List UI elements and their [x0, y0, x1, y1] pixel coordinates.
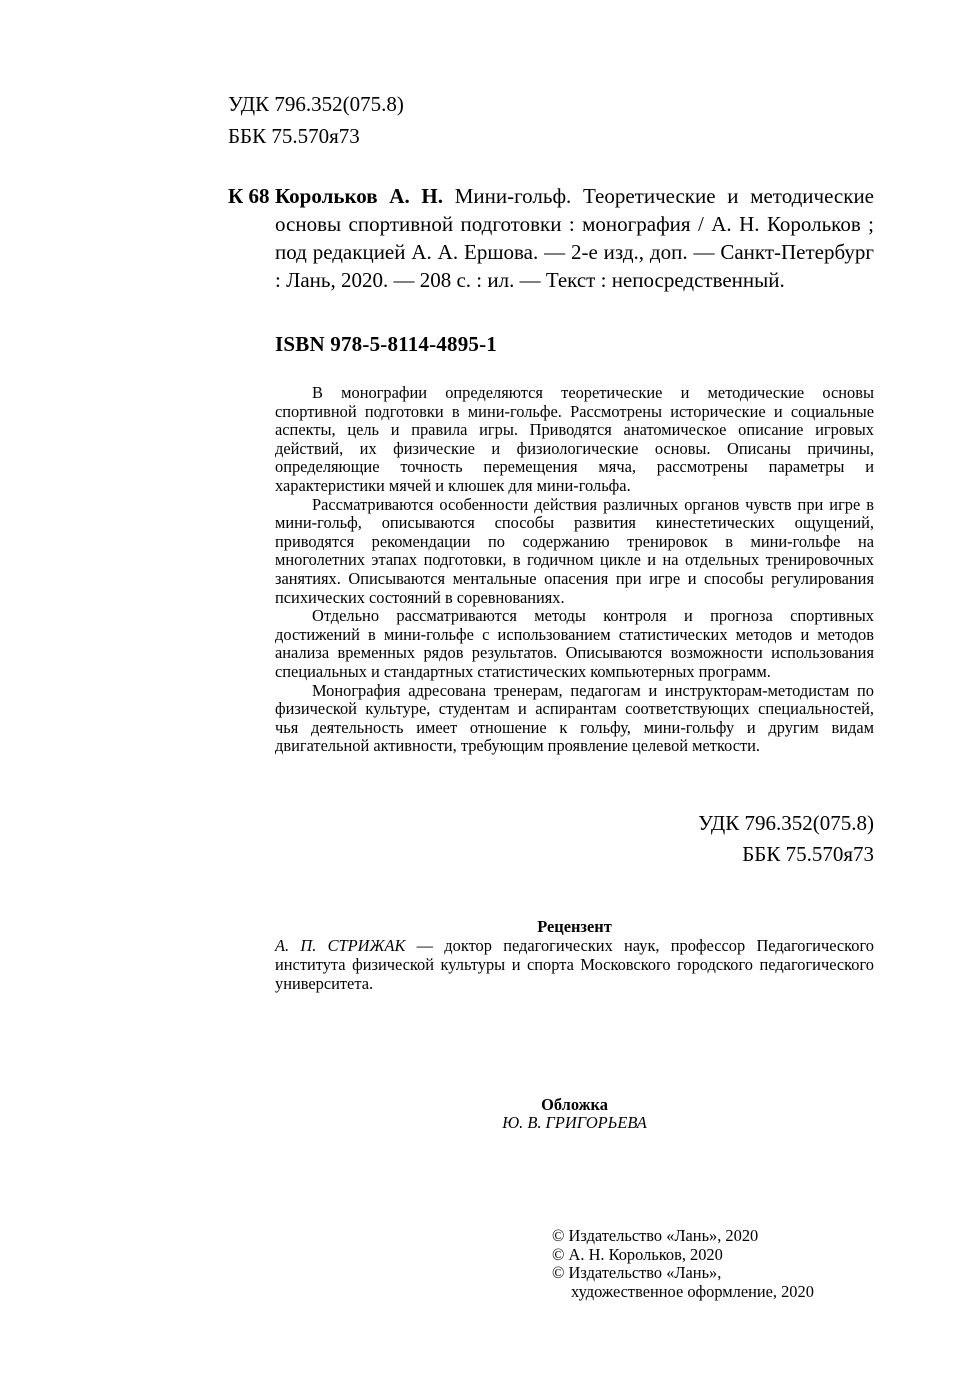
isbn: ISBN 978-5-8114-4895-1: [275, 332, 497, 356]
annotation: [275, 384, 874, 756]
reviewer-info: [275, 936, 874, 993]
cover-heading: Обложка: [541, 1095, 608, 1114]
udk-top-block: [228, 88, 404, 152]
reviewer-name: А. П. СТРИЖАК: [275, 936, 406, 955]
copyright-line: © Издательство «Лань»,: [552, 1263, 722, 1282]
annotation-paragraph: Монография адресована тренерам, педагогам и инструкторам-методистам по физической культуре, студентам и аспирантам соответствующих специальностей, чья деятельность имеет отношение к гольфу, мини-гольфу и другим видам двигательной активности, требующим проявление целевой меткости.: [275, 680, 874, 756]
bbk-top-code: ББК 75.570я73: [228, 124, 360, 148]
annotation-paragraph: В монографии определяются теоретические и методические основы спортивной подготовки в мини-гольфе. Рассмотрены исторические и социальные аспекты, цель и правила игры. Приводятся анатомическое описание игровых действий, их физические и физиологические основы. Описаны причины, определяющие точность перемещения мяча, рассмотрены параметры и характеристики мячей и клюшек для мини-гольфа.: [275, 383, 874, 495]
cover-designer-name: Ю. В. ГРИГОРЬЕВА: [502, 1113, 647, 1132]
reviewer-heading: Рецензент: [537, 917, 612, 936]
udk-top-code: УДК 796.352(075.8): [228, 92, 404, 116]
copyright-line: художественное оформление, 2020: [571, 1281, 814, 1301]
author-mark: К 68: [228, 184, 270, 208]
annotation-paragraph: Рассматриваются особенности действия различных органов чувств при игре в мини-гольф, описываются способы развития кинестетических ощущений, приводятся рекомендации по содержанию тренировок в мини-гольфе на многолетних этапах подготовки, в годичном цикле и на отдельных тренировочных занятиях. Описываются ментальные опасения при игре и способы регулирования психических состояний в соревнованиях.: [275, 494, 874, 607]
copyright-block: [552, 1227, 814, 1301]
bbk-bottom-code: ББК 75.570я73: [742, 842, 874, 866]
bibliographic-description: Мини-гольф. Теоретические и методические основы спортивной подготовки : монография / А. Н. Корольков ; под редакцией А. А. Ершова. — 2-е изд., доп. — Санкт-Петербург : Лань, 2020. — 208 с. : ил. — Текст : непосредственный.: [275, 184, 875, 292]
reviewer-description: — доктор педагогических наук, профессор Педагогического института физической культуры и спорта Московского городского педагогического университета.: [275, 936, 874, 993]
udk-bottom-block: [600, 808, 874, 870]
udk-bottom-code: УДК 796.352(075.8): [698, 811, 874, 835]
bibliographic-record: [275, 182, 874, 294]
author-name: Корольков А. Н.: [275, 184, 443, 208]
copyright-line: © А. Н. Корольков, 2020: [552, 1244, 723, 1264]
copyright-line: © Издательство «Лань», 2020: [552, 1226, 759, 1245]
annotation-paragraph: Отдельно рассматриваются методы контроля и прогноза спортивных достижений в мини-гольфе с использованием статистических методов и методов анализа временных рядов результатов. Описываются возможности использования специальных и стандартных статистических компьютерных программ.: [275, 606, 874, 681]
